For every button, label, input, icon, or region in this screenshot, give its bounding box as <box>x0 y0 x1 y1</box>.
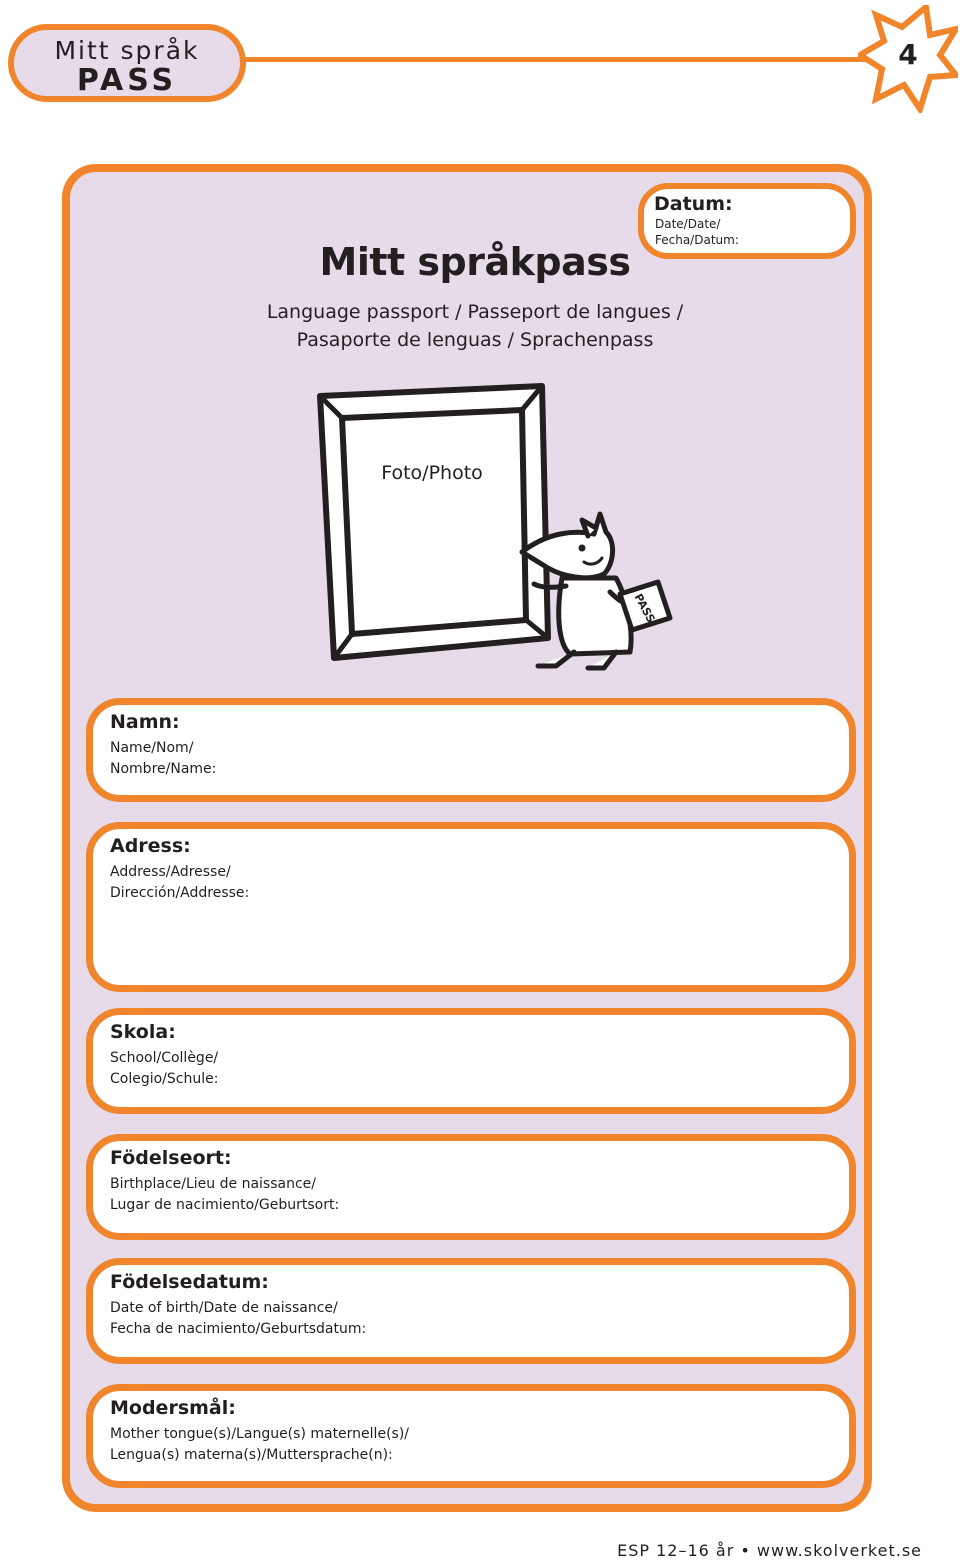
school-subtitle-line2: Colegio/Schule: <box>110 1071 219 1087</box>
logo-text-line2: PASS <box>76 63 178 98</box>
page-subtitle <box>230 298 720 354</box>
school-subtitle-line1: School/Collège/ <box>110 1050 219 1066</box>
mother-tongue-field-subtitle <box>110 1424 409 1466</box>
page-number: 4 <box>898 38 918 71</box>
address-subtitle-line1: Address/Adresse/ <box>110 864 231 880</box>
name-field-subtitle <box>110 738 216 780</box>
birthdate-field[interactable] <box>86 1258 856 1364</box>
logo-badge <box>8 24 246 102</box>
address-field-subtitle <box>110 862 249 904</box>
mother-tongue-field-title: Modersmål: <box>110 1397 236 1419</box>
birthplace-subtitle-line1: Birthplace/Lieu de naissance/ <box>110 1176 316 1192</box>
birthdate-field-subtitle <box>110 1298 366 1340</box>
mother-tongue-field[interactable] <box>86 1384 856 1488</box>
photo-frame-illustration <box>312 382 684 682</box>
page-subtitle-line2: Pasaporte de lenguas / Sprachenpass <box>296 329 654 351</box>
birthplace-field-title: Födelseort: <box>110 1147 232 1169</box>
date-field-title: Datum: <box>654 193 733 215</box>
mother-tongue-subtitle-line1: Mother tongue(s)/Langue(s) maternelle(s)/ <box>110 1426 409 1442</box>
name-field[interactable] <box>86 698 856 802</box>
fox-sign-text: PASS <box>631 591 658 625</box>
photo-frame-inner <box>342 410 526 634</box>
photo-label: Foto/Photo <box>381 462 483 484</box>
header-rule <box>230 57 880 62</box>
footer-credit: ESP 12–16 år • www.skolverket.se <box>617 1541 922 1560</box>
mother-tongue-subtitle-line2: Lengua(s) materna(s)/Muttersprache(n): <box>110 1447 393 1463</box>
name-subtitle-line1: Name/Nom/ <box>110 740 194 756</box>
logo-text-line1: Mitt språk <box>54 36 200 65</box>
birthplace-subtitle-line2: Lugar de nacimiento/Geburtsort: <box>110 1197 340 1213</box>
address-field[interactable] <box>86 822 856 992</box>
birthplace-field[interactable] <box>86 1134 856 1240</box>
address-field-title: Adress: <box>110 835 191 857</box>
page-title: Mitt språkpass <box>319 240 631 284</box>
birthdate-subtitle-line2: Fecha de nacimiento/Geburtsdatum: <box>110 1321 367 1337</box>
school-field-title: Skola: <box>110 1021 176 1043</box>
birthplace-field-subtitle <box>110 1174 339 1216</box>
school-field-subtitle <box>110 1048 218 1090</box>
birthdate-subtitle-line1: Date of birth/Date de naissance/ <box>110 1300 338 1316</box>
page-subtitle-line1: Language passport / Passeport de langues / <box>266 301 684 323</box>
date-subtitle-line2: Fecha/Datum: <box>655 233 739 247</box>
name-subtitle-line2: Nombre/Name: <box>110 761 217 777</box>
school-field[interactable] <box>86 1008 856 1114</box>
fox-eye <box>579 545 586 552</box>
address-subtitle-line2: Dirección/Addresse: <box>110 885 250 901</box>
name-field-title: Namn: <box>110 711 180 733</box>
date-subtitle-line1: Date/Date/ <box>655 217 721 231</box>
birthdate-field-title: Födelsedatum: <box>110 1271 269 1293</box>
